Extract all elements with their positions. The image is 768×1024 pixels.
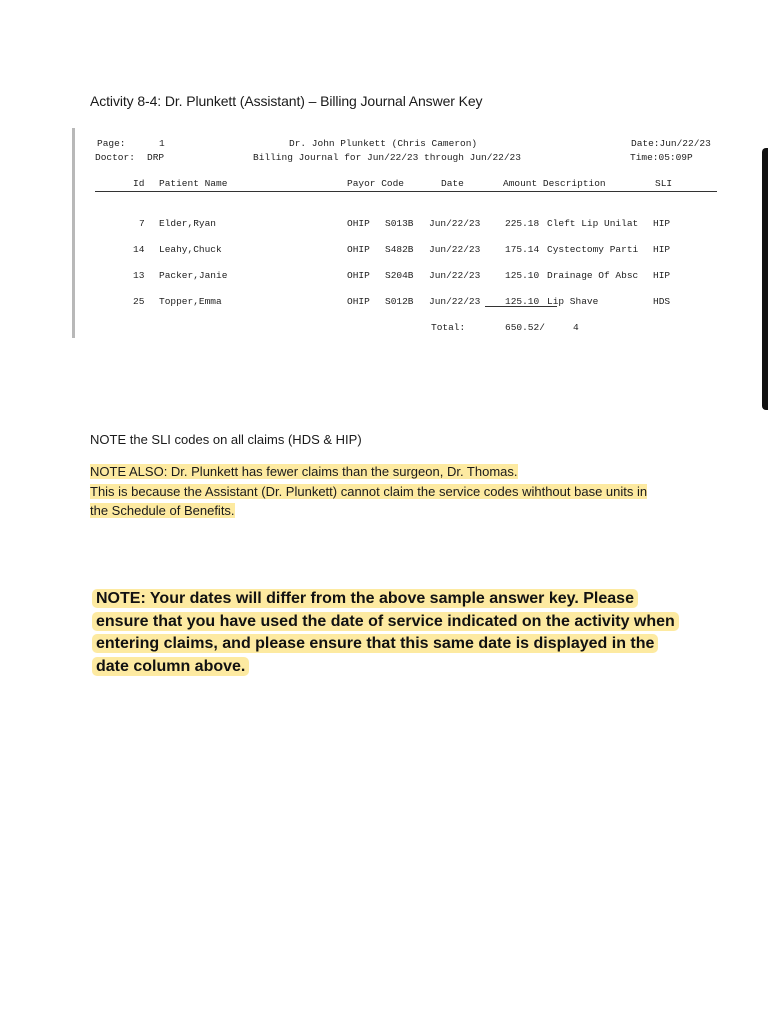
row-payor: OHIP <box>347 218 370 229</box>
doctor-code: DRP <box>147 152 165 163</box>
column-header-sli: SLI <box>655 178 673 189</box>
row-patient: Elder,Ryan <box>159 218 217 229</box>
row-description: Lip Shave <box>547 296 599 307</box>
row-code: S482B <box>385 244 414 255</box>
row-date: Jun/22/23 <box>429 270 481 281</box>
warning-line: entering claims, and please ensure that this same date is displayed in the <box>92 634 658 653</box>
page-label: Page: <box>97 138 126 149</box>
row-payor: OHIP <box>347 296 370 307</box>
note-also-line: This is because the Assistant (Dr. Plunkett) cannot claim the service codes wihthout base units in <box>90 483 648 499</box>
row-sli: HDS <box>653 296 671 307</box>
row-date: Jun/22/23 <box>429 218 481 229</box>
total-amount: 650.52/ <box>505 322 545 333</box>
row-payor: OHIP <box>347 270 370 281</box>
report-header-title: Dr. John Plunkett (Chris Cameron) <box>289 138 478 149</box>
doctor-label: Doctor: <box>95 152 135 163</box>
warning-line: date column above. <box>92 657 249 676</box>
report-header-subtitle: Billing Journal for Jun/22/23 through Jun/22/23 <box>253 152 521 163</box>
dates-warning-note <box>92 588 712 678</box>
row-date: Jun/22/23 <box>429 296 481 307</box>
column-header-amount-description: Amount Description <box>503 178 606 189</box>
page-title: Activity 8-4: Dr. Plunkett (Assistant) – Billing Journal Answer Key <box>90 93 483 109</box>
row-id: 25 <box>133 296 145 307</box>
row-amount: 125.10 <box>505 296 540 307</box>
row-patient: Leahy,Chuck <box>159 244 222 255</box>
row-sli: HIP <box>653 218 671 229</box>
note-also-block <box>90 462 647 521</box>
row-code: S012B <box>385 296 414 307</box>
row-date: Jun/22/23 <box>429 244 481 255</box>
billing-journal-report <box>72 128 721 338</box>
report-date: Date:Jun/22/23 <box>631 138 711 149</box>
column-header-payor-code: Payor Code <box>347 178 405 189</box>
sli-note: NOTE the SLI codes on all claims (HDS & HIP) <box>90 432 362 447</box>
row-payor: OHIP <box>347 244 370 255</box>
row-code: S204B <box>385 270 414 281</box>
row-id: 13 <box>133 270 145 281</box>
total-underline <box>485 306 557 307</box>
row-description: Cystectomy Parti <box>547 244 639 255</box>
row-patient: Topper,Emma <box>159 296 222 307</box>
row-description: Cleft Lip Unilat <box>547 218 639 229</box>
row-description: Drainage Of Absc <box>547 270 639 281</box>
row-sli: HIP <box>653 270 671 281</box>
note-also-line: NOTE ALSO: Dr. Plunkett has fewer claims than the surgeon, Dr. Thomas. <box>90 464 518 479</box>
report-time: Time:05:09P <box>630 152 693 163</box>
row-id: 14 <box>133 244 145 255</box>
row-amount: 225.18 <box>505 218 540 229</box>
row-id: 7 <box>139 218 145 229</box>
page-number: 1 <box>159 138 165 149</box>
row-amount: 125.10 <box>505 270 540 281</box>
total-count: 4 <box>573 322 579 333</box>
row-amount: 175.14 <box>505 244 540 255</box>
warning-line: ensure that you have used the date of service indicated on the activity when <box>92 612 679 631</box>
warning-line: NOTE: Your dates will differ from the above sample answer key. Please <box>92 589 638 608</box>
header-divider <box>95 191 717 192</box>
note-also-line: the Schedule of Benefits. <box>90 503 235 518</box>
row-code: S013B <box>385 218 414 229</box>
row-sli: HIP <box>653 244 671 255</box>
column-header-patient: Patient Name <box>159 178 228 189</box>
column-header-id: Id <box>133 178 145 189</box>
window-edge-bar <box>762 148 768 410</box>
column-header-date: Date <box>441 178 464 189</box>
row-patient: Packer,Janie <box>159 270 228 281</box>
total-label: Total: <box>431 322 466 333</box>
